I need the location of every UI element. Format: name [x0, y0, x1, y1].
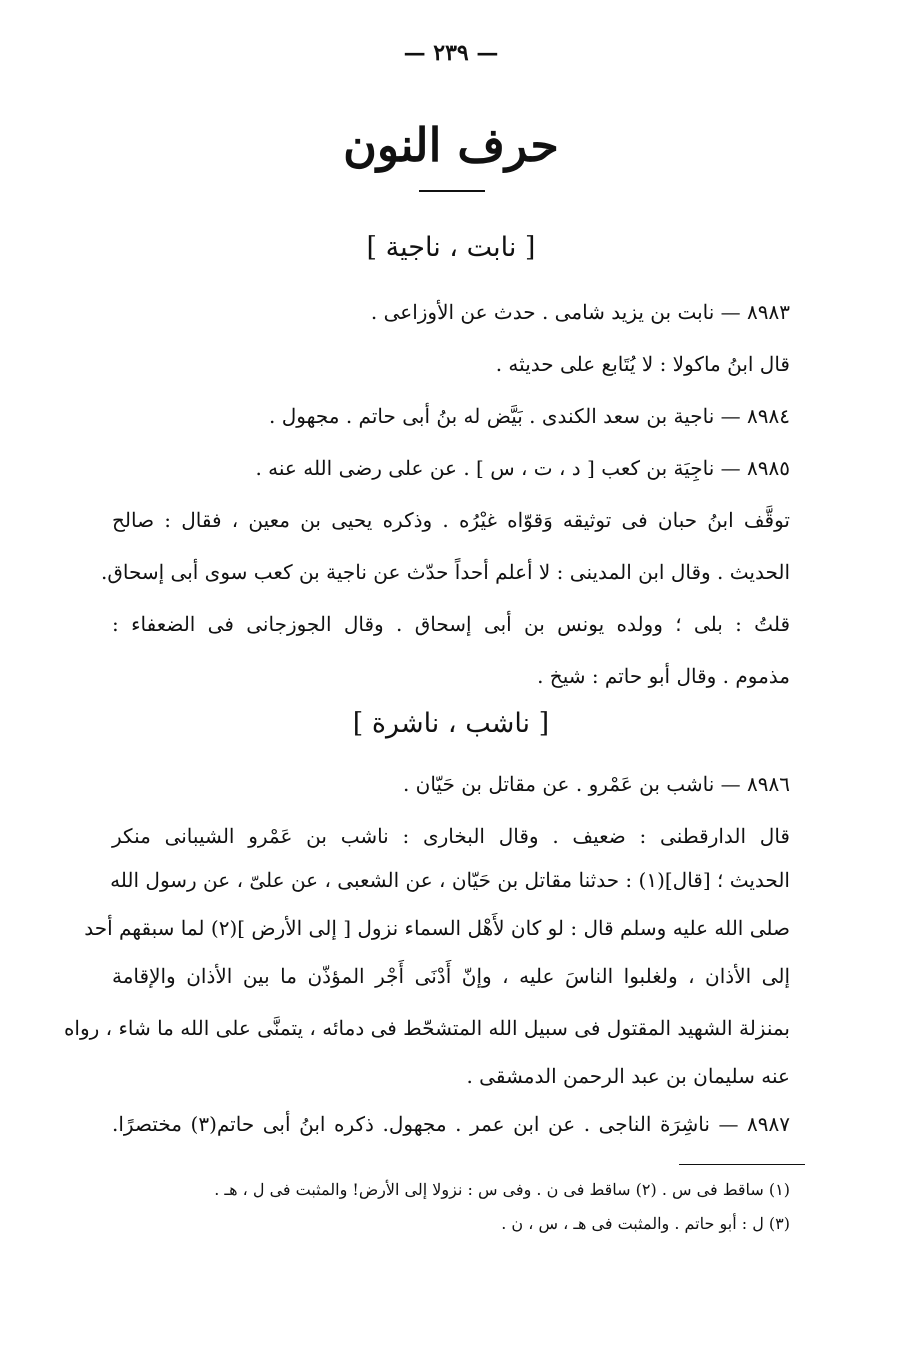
entry-8985-line: مذموم . وقال أبو حاتم : شيخ .: [537, 664, 790, 688]
entry-8986-line: بمنزلة الشهيد المقتول فى سبيل الله المتشحّط فى دمائه ، يتمنَّى على الله ما شاء ، رواه: [63, 1016, 790, 1040]
entry-8983-note: قال ابنُ ماكولا : لا يُتَابع على حديثه .: [495, 352, 790, 376]
footnote: (١) ساقط فى س . (٢) ساقط فى ن . وفى س : نزولا إلى الأرض! والمثبت فى ل ، هـ .: [214, 1180, 790, 1199]
page-number: — ٢٣٩ —: [403, 40, 499, 66]
title-divider: [419, 190, 485, 192]
entry-8986-line: قال الدارقطنى : ضعيف . وقال البخارى : ناشب بن عَمْرو الشيبانى منكر: [112, 824, 790, 848]
footnote-divider: [679, 1164, 805, 1165]
entry-8984: ٨٩٨٤ — ناجية بن سعد الكندى . بَيَّض له بنُ أبى حاتم . مجهول .: [269, 404, 790, 428]
entry-8985-line: قلتُ : بلى ؛ وولده يونس بن أبى إسحاق . وقال الجوزجانى فى الضعفاء :: [112, 612, 790, 636]
entry-8986-line: عنه سليمان بن عبد الرحمن الدمشقى .: [466, 1064, 790, 1088]
entry-8986-line: الحديث ؛ [قال](١) : حدثنا مقاتل بن حَيّان ، عن الشعبى ، عن علىّ ، عن رسول الله: [110, 868, 790, 892]
entry-8983: ٨٩٨٣ — نابت بن يزيد شامى . حدث عن الأوزاعى .: [370, 300, 790, 324]
entry-8986-line: إلى الأذان ، ولغلبوا الناسَ عليه ، وإنّ أَدْنَى أَجْر المؤذّن ما بين الأذان والإقامة: [112, 964, 790, 988]
entry-8987: ٨٩٨٧ — ناشِرَة الناجى . عن ابن عمر . مجهول. ذكره ابنُ أبى حاتم(٣) مختصرًا.: [112, 1112, 790, 1136]
section-heading-nabit: [ نابت ، ناجية ]: [366, 232, 536, 263]
footnote: (٣) ل : أبو حاتم . والمثبت فى هـ ، س ، ن .: [501, 1214, 790, 1233]
entry-8985-line: الحديث . وقال ابن المدينى : لا أعلم أحداً حدّث عن ناجية بن كعب سوى أبى إسحاق.: [100, 560, 790, 584]
chapter-title: حرف النون: [343, 118, 559, 172]
section-heading-nashib: [ ناشب ، ناشرة ]: [352, 708, 550, 739]
entry-8985: ٨٩٨٥ — ناجِيَة بن كعب [ د ، ت ، س ] . عن على رضى الله عنه .: [255, 456, 790, 480]
entry-8986: ٨٩٨٦ — ناشب بن عَمْرو . عن مقاتل بن حَيّان .: [402, 772, 790, 796]
entry-8986-line: صلى الله عليه وسلم قال : لو كان لأَهْل السماء نزول [ إلى الأرض ](٢) لما سبقهم أحد: [84, 916, 790, 940]
entry-8985-line: توقَّف ابنُ حبان فى توثيقه وَقوّاه غيْرُه . وذكره يحيى بن معين ، فقال : صالح: [112, 508, 790, 532]
